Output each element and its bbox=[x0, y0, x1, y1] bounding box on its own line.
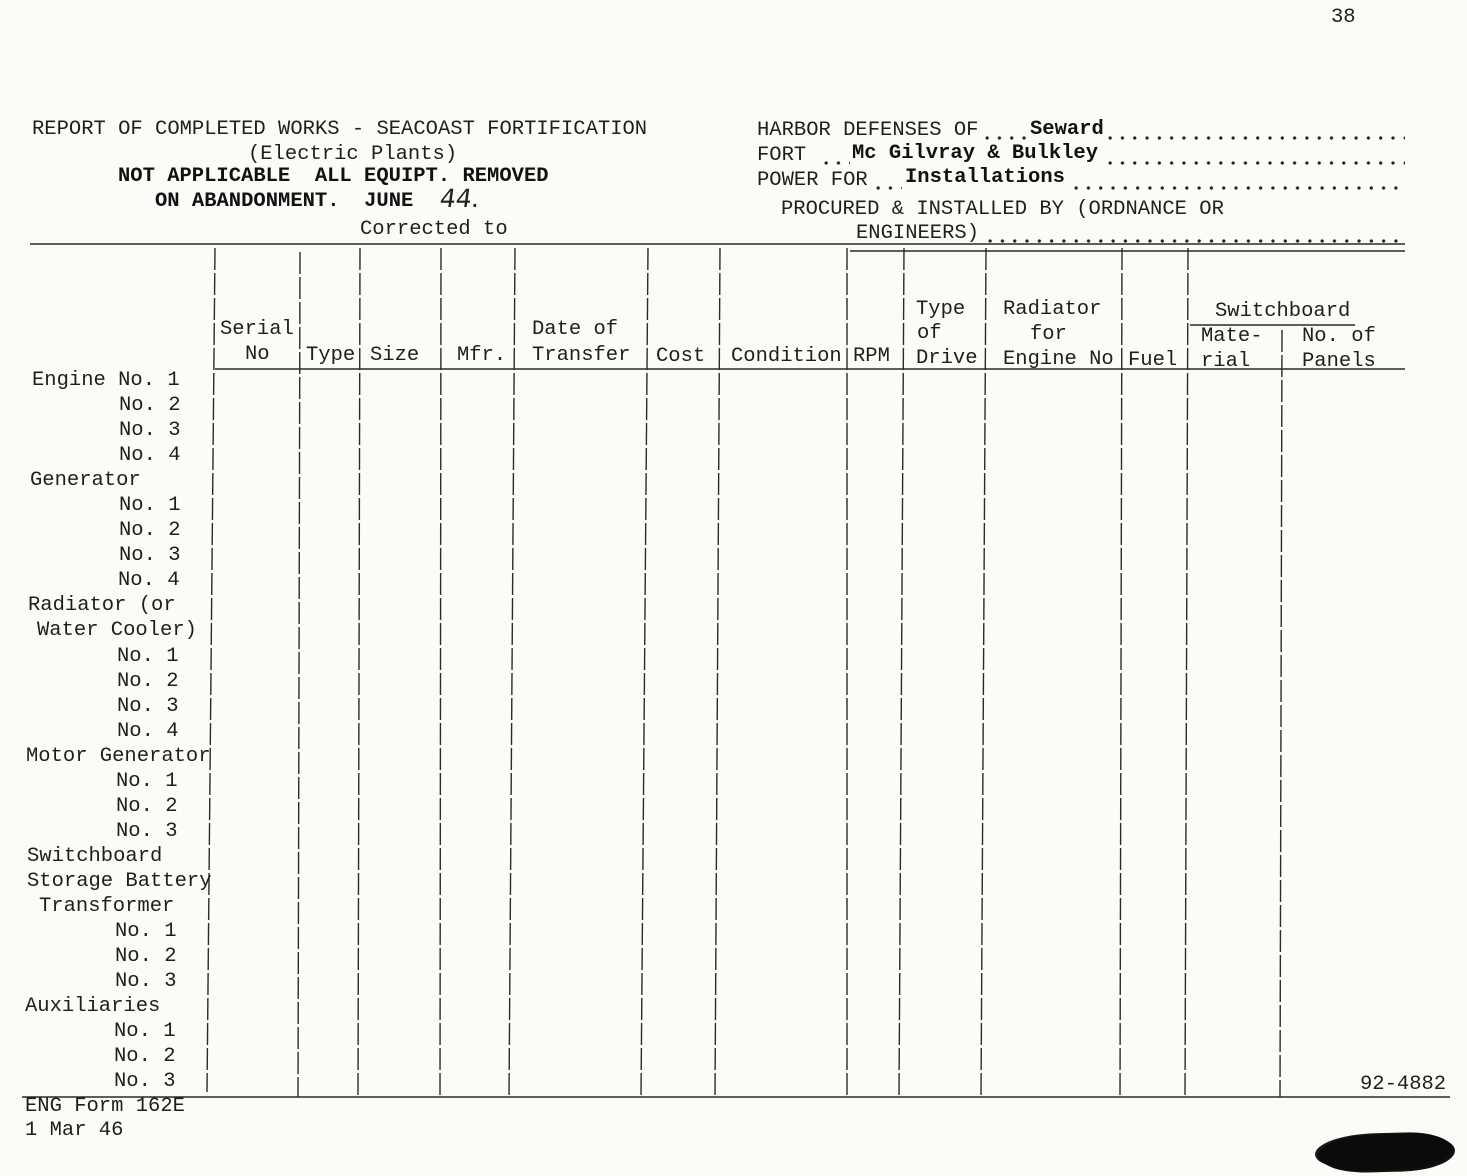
header-serial-no-line1: Serial bbox=[220, 318, 294, 341]
row-label: No. 1 bbox=[117, 645, 179, 668]
column-divider bbox=[509, 248, 515, 1097]
row-label: No. 2 bbox=[114, 1045, 176, 1068]
row-label: Engine No. 1 bbox=[32, 369, 180, 392]
row-label: No. 2 bbox=[115, 945, 177, 968]
header-radiator-line1: Radiator bbox=[1003, 298, 1102, 321]
column-divider bbox=[899, 248, 904, 1097]
header-radiator-line2: for bbox=[1030, 323, 1067, 346]
power-for-value: Installations bbox=[905, 166, 1065, 189]
header-type-of-drive-line3: Drive bbox=[916, 347, 978, 370]
header-mfr: Mfr. bbox=[457, 344, 507, 367]
header-date-of-transfer-line2: Transfer bbox=[532, 344, 631, 367]
header-fuel: Fuel bbox=[1128, 349, 1178, 372]
row-label: No. 1 bbox=[116, 770, 178, 793]
row-label: No. 2 bbox=[119, 394, 181, 417]
row-label: No. 2 bbox=[117, 670, 179, 693]
row-label: Storage Battery bbox=[27, 870, 212, 893]
header-date-of-transfer-line1: Date of bbox=[532, 318, 619, 341]
header-condition: Condition bbox=[731, 345, 842, 368]
row-label: No. 1 bbox=[114, 1020, 176, 1043]
page-number: 38 bbox=[1331, 6, 1356, 29]
row-label: Generator bbox=[30, 469, 141, 492]
harbor-defenses-value: Seward bbox=[1030, 118, 1104, 141]
form-number: 92-4882 bbox=[1360, 1073, 1447, 1096]
header-no-of-panels-line1: No. of bbox=[1302, 325, 1376, 348]
fort-label: FORT bbox=[757, 144, 807, 167]
corrected-to-label: Corrected to bbox=[360, 218, 508, 241]
header-no-of-panels-line2: Panels bbox=[1302, 350, 1376, 373]
row-label: No. 1 bbox=[115, 920, 177, 943]
procured-by-line2: ENGINEERS) bbox=[856, 222, 980, 245]
row-label: Switchboard bbox=[27, 845, 163, 868]
column-divider bbox=[207, 248, 215, 1092]
header-type-of-drive-line1: Type bbox=[916, 298, 966, 321]
header-type-of-drive-line2: of bbox=[917, 322, 942, 345]
abandonment-note-line1: NOT APPLICABLE ALL EQUIPT. REMOVED bbox=[118, 165, 549, 188]
report-title: REPORT OF COMPLETED WORKS - SEACOAST FORTIFICATION bbox=[32, 118, 648, 141]
report-subtitle: (Electric Plants) bbox=[248, 143, 458, 166]
abandonment-note-line2: ON ABANDONMENT. JUNE bbox=[155, 190, 414, 213]
header-cost: Cost bbox=[656, 345, 706, 368]
column-divider bbox=[1185, 248, 1188, 1097]
header-material-line2: rial bbox=[1201, 350, 1251, 373]
header-material-line1: Mate- bbox=[1201, 325, 1263, 348]
header-rpm: RPM bbox=[853, 345, 890, 368]
power-for-label: POWER FOR bbox=[757, 169, 868, 192]
handwritten-year: 44. bbox=[438, 184, 482, 213]
fort-value: Mc Gilvray & Bulkley bbox=[852, 142, 1099, 165]
row-label: Radiator (or bbox=[28, 594, 176, 617]
row-label: No. 3 bbox=[115, 970, 177, 993]
column-divider bbox=[1120, 248, 1122, 1097]
column-divider bbox=[981, 248, 986, 1097]
header-radiator-line3: Engine No bbox=[1003, 348, 1114, 371]
row-label: Motor Generator bbox=[26, 745, 211, 768]
header-serial-no-line2: No bbox=[245, 343, 270, 366]
harbor-defenses-label: HARBOR DEFENSES OF bbox=[757, 119, 979, 142]
row-label: No. 4 bbox=[119, 444, 181, 467]
header-switchboard-group: Switchboard bbox=[1215, 300, 1351, 323]
row-label: No. 4 bbox=[118, 569, 180, 592]
column-divider bbox=[440, 248, 441, 1097]
row-label: Auxiliaries bbox=[25, 995, 161, 1018]
form-name: ENG Form 162E bbox=[25, 1095, 185, 1118]
row-label: No. 1 bbox=[119, 494, 181, 517]
row-label: No. 3 bbox=[119, 544, 181, 567]
row-label: No. 3 bbox=[117, 695, 179, 718]
column-divider bbox=[1280, 330, 1282, 1097]
column-divider bbox=[298, 252, 300, 1097]
form-date: 1 Mar 46 bbox=[25, 1119, 124, 1142]
column-divider bbox=[358, 248, 360, 1097]
row-label: No. 3 bbox=[119, 419, 181, 442]
row-label: Water Cooler) bbox=[37, 619, 197, 642]
header-size: Size bbox=[370, 344, 420, 367]
row-label: No. 2 bbox=[119, 519, 181, 542]
column-divider bbox=[641, 248, 648, 1097]
procured-by-line1: PROCURED & INSTALLED BY (ORDNANCE OR bbox=[781, 198, 1224, 221]
row-label: Transformer bbox=[39, 895, 175, 918]
row-label: No. 2 bbox=[116, 795, 178, 818]
row-label: No. 3 bbox=[114, 1070, 176, 1093]
column-divider bbox=[715, 248, 720, 1097]
row-label: No. 3 bbox=[116, 820, 178, 843]
header-type: Type bbox=[306, 344, 356, 367]
row-label: No. 4 bbox=[117, 720, 179, 743]
